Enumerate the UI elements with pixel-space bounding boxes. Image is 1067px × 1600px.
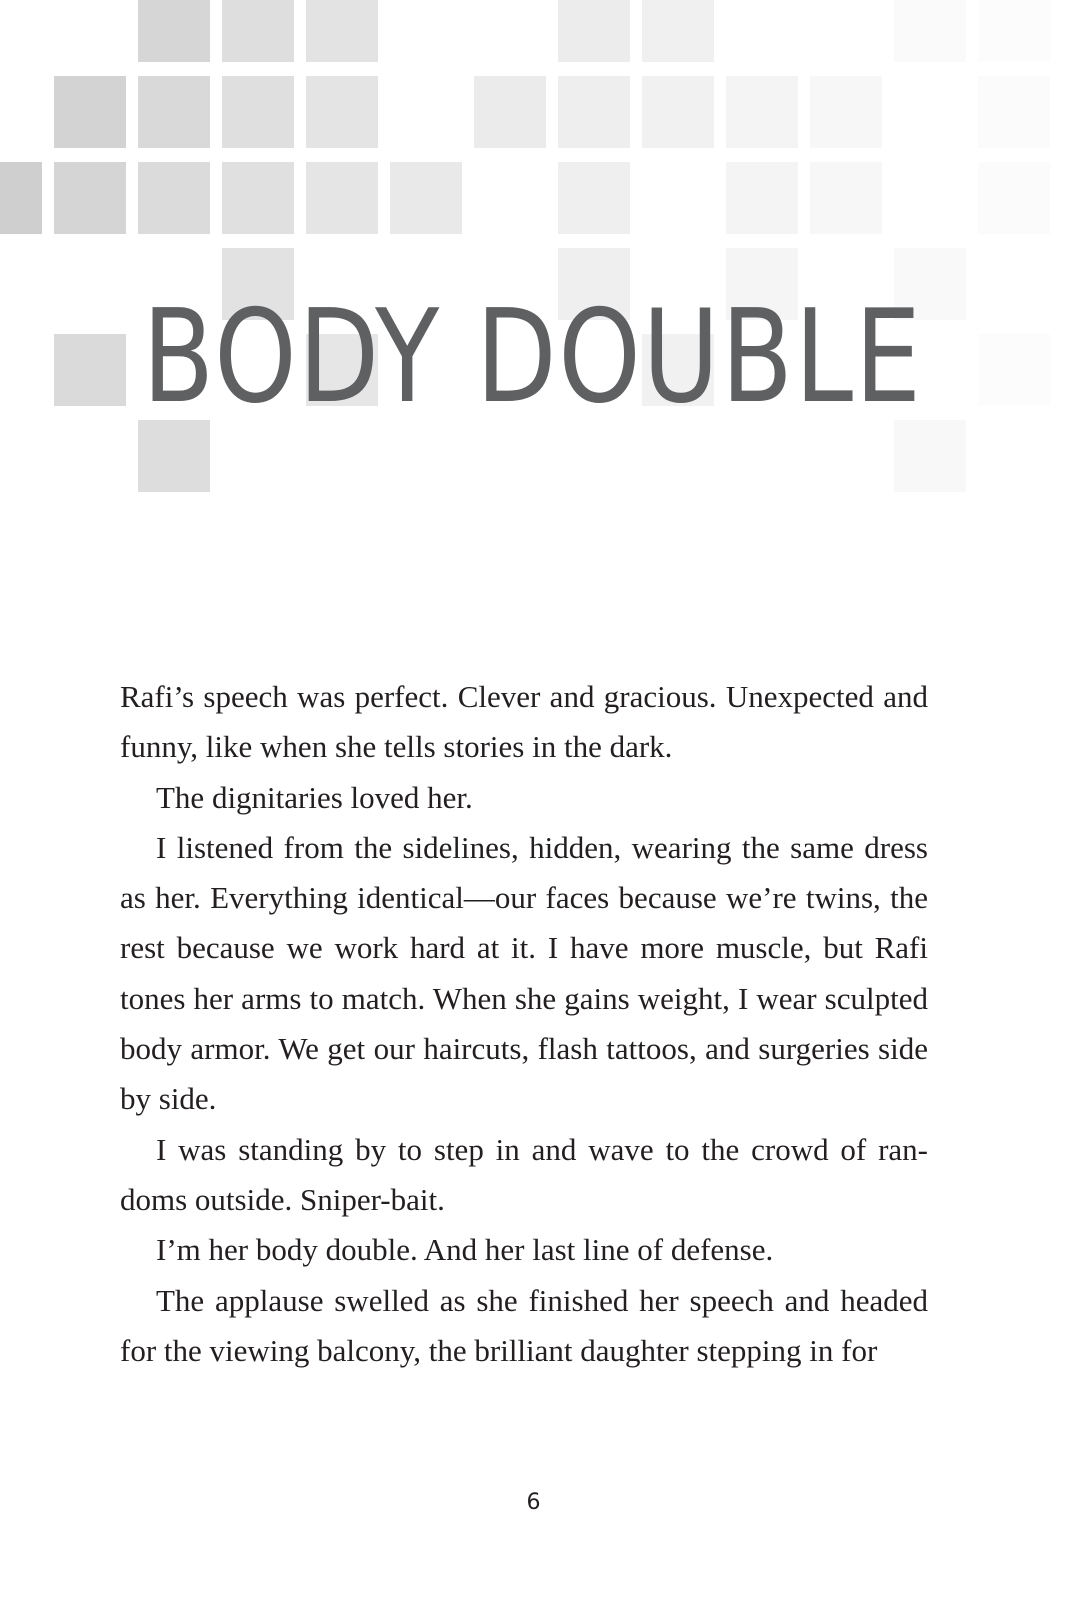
decorative-tile <box>642 0 714 62</box>
page-number: 6 <box>526 1490 541 1515</box>
decorative-tile <box>978 76 1050 148</box>
decorative-tile <box>138 162 210 234</box>
decorative-tile <box>558 162 630 234</box>
decorative-tile <box>222 76 294 148</box>
decorative-tile <box>306 162 378 234</box>
paragraph: Rafi’s speech was perfect. Clever and gracious. Unexpected and funny, like when she tells stories in the dark. <box>120 679 928 765</box>
decorative-tile <box>978 162 1050 234</box>
paragraph: I’m her body double. And her last line of defense. <box>156 1232 774 1268</box>
decorative-tile <box>810 162 882 234</box>
decorative-tile <box>726 162 798 234</box>
decorative-tile <box>390 162 462 234</box>
decorative-tile <box>642 76 714 148</box>
decorative-tile <box>54 76 126 148</box>
paragraph: I was standing by to step in and wave to the crowd of randoms outside. Sniper-bait. <box>120 1131 928 1217</box>
decorative-tile <box>558 76 630 148</box>
decorative-tile-pattern <box>0 0 1067 520</box>
decorative-tile <box>138 0 210 62</box>
paragraph: The applause swelled as she finished her speech and headed for the viewing balcony, the brilliant daughter stepping in for <box>120 1282 928 1368</box>
paragraph: I listened from the sidelines, hidden, wearing the same dress as her. Everything identical—our faces because we’re twins, the rest because we work hard at it. I have more muscle, but Rafi tones her arms to match. When she gains weight, I wear sculpted body armor. We get our haircuts, flash tattoos, and surgeries side by side. <box>120 829 928 1117</box>
decorative-tile <box>306 0 378 62</box>
chapter-title: BODY DOUBLE <box>142 283 923 432</box>
decorative-tile <box>138 76 210 148</box>
decorative-tile <box>558 0 630 62</box>
decorative-tile <box>54 162 126 234</box>
decorative-tile <box>222 0 294 62</box>
decorative-tile <box>0 162 42 234</box>
decorative-tile <box>978 0 1050 62</box>
decorative-tile <box>222 162 294 234</box>
paragraph: The dignitaries loved her. <box>156 779 473 815</box>
decorative-tile <box>978 334 1050 406</box>
decorative-tile <box>474 76 546 148</box>
body-text <box>120 672 928 1376</box>
decorative-tile <box>306 76 378 148</box>
decorative-tile <box>726 76 798 148</box>
decorative-tile <box>810 76 882 148</box>
decorative-tile <box>894 0 966 62</box>
